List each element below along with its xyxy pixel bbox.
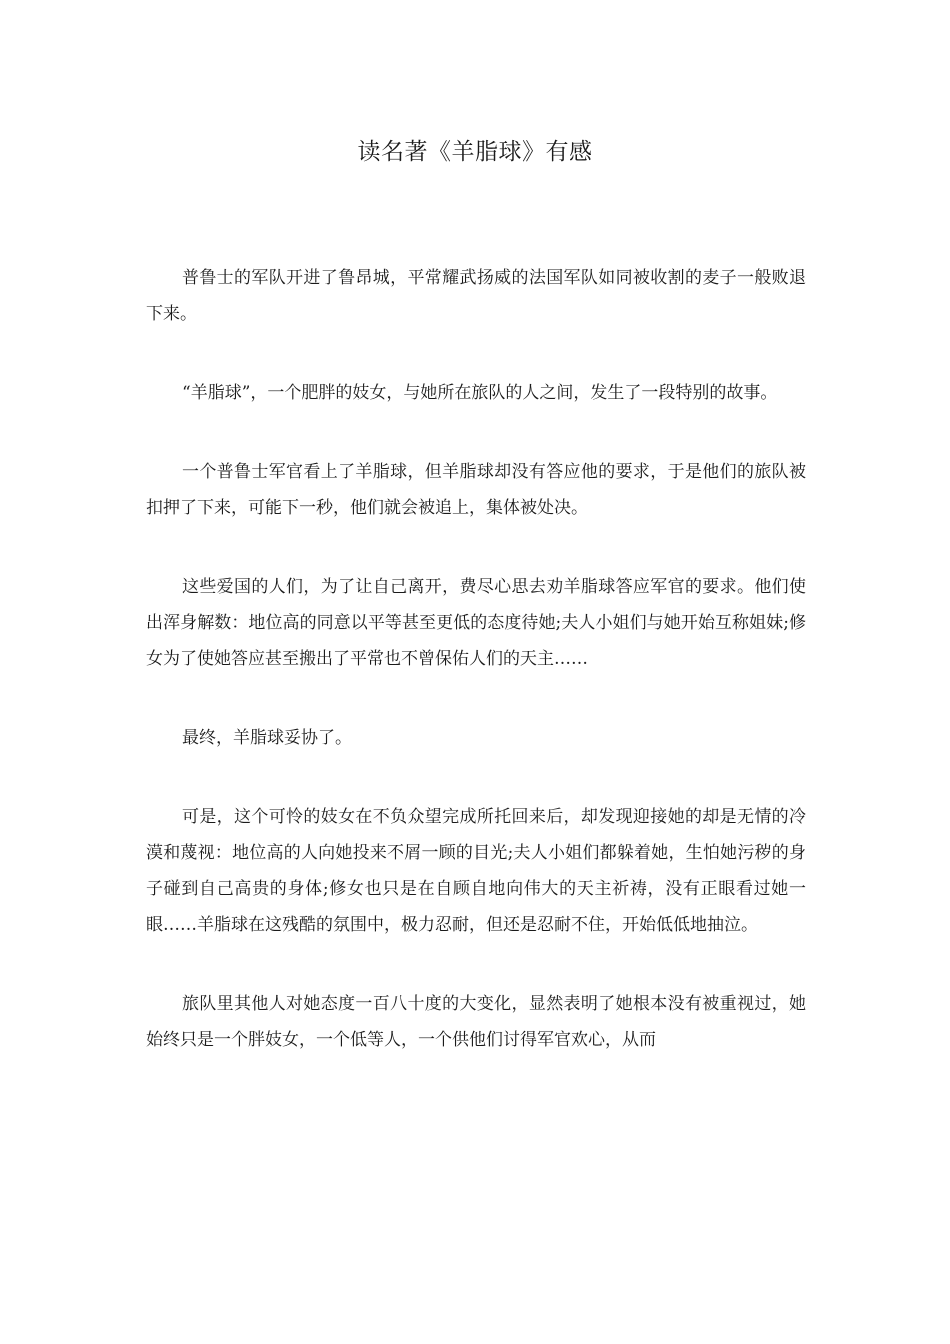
paragraph: 旅队里其他人对她态度一百八十度的大变化，显然表明了她根本没有被重视过，她始终只是一个胖妓女，一个低等人，一个供他们讨得军官欢心，从而 (146, 994, 806, 1050)
paragraph: “羊脂球”，一个肥胖的妓女，与她所在旅队的人之间，发生了一段特别的故事。 (182, 383, 778, 403)
paragraph: 一个普鲁士军官看上了羊脂球，但羊脂球却没有答应他的要求，于是他们的旅队被扣押了下来，可能下一秒，他们就会被追上，集体被处决。 (146, 462, 806, 518)
paragraph: 这些爱国的人们，为了让自己离开，费尽心思去劝羊脂球答应军官的要求。他们使出浑身解数：地位高的同意以平等甚至更低的态度待她;夫人小姐们与她开始互称姐妹;修女为了使她答应甚至搬出了平常也不曾保佑人们的天主…… (146, 577, 806, 669)
document-title: 读名著《羊脂球》有感 (357, 139, 593, 165)
document-body (146, 260, 806, 1101)
paragraph: 普鲁士的军队开进了鲁昂城，平常耀武扬威的法国军队如同被收割的麦子一般败退下来。 (146, 268, 806, 324)
paragraph: 最终，羊脂球妥协了。 (182, 728, 352, 748)
paragraph: 可是，这个可怜的妓女在不负众望完成所托回来后，却发现迎接她的却是无情的冷漠和蔑视：地位高的人向她投来不屑一顾的目光;夫人小姐们都躲着她，生怕她污秽的身子碰到自己高贵的身体;修女也只是在自顾自地向伟大的天主祈祷，没有正眼看过她一眼……羊脂球在这残酷的氛围中，极力忍耐，但还是忍耐不住，开始低低地抽泣。 (146, 807, 806, 935)
